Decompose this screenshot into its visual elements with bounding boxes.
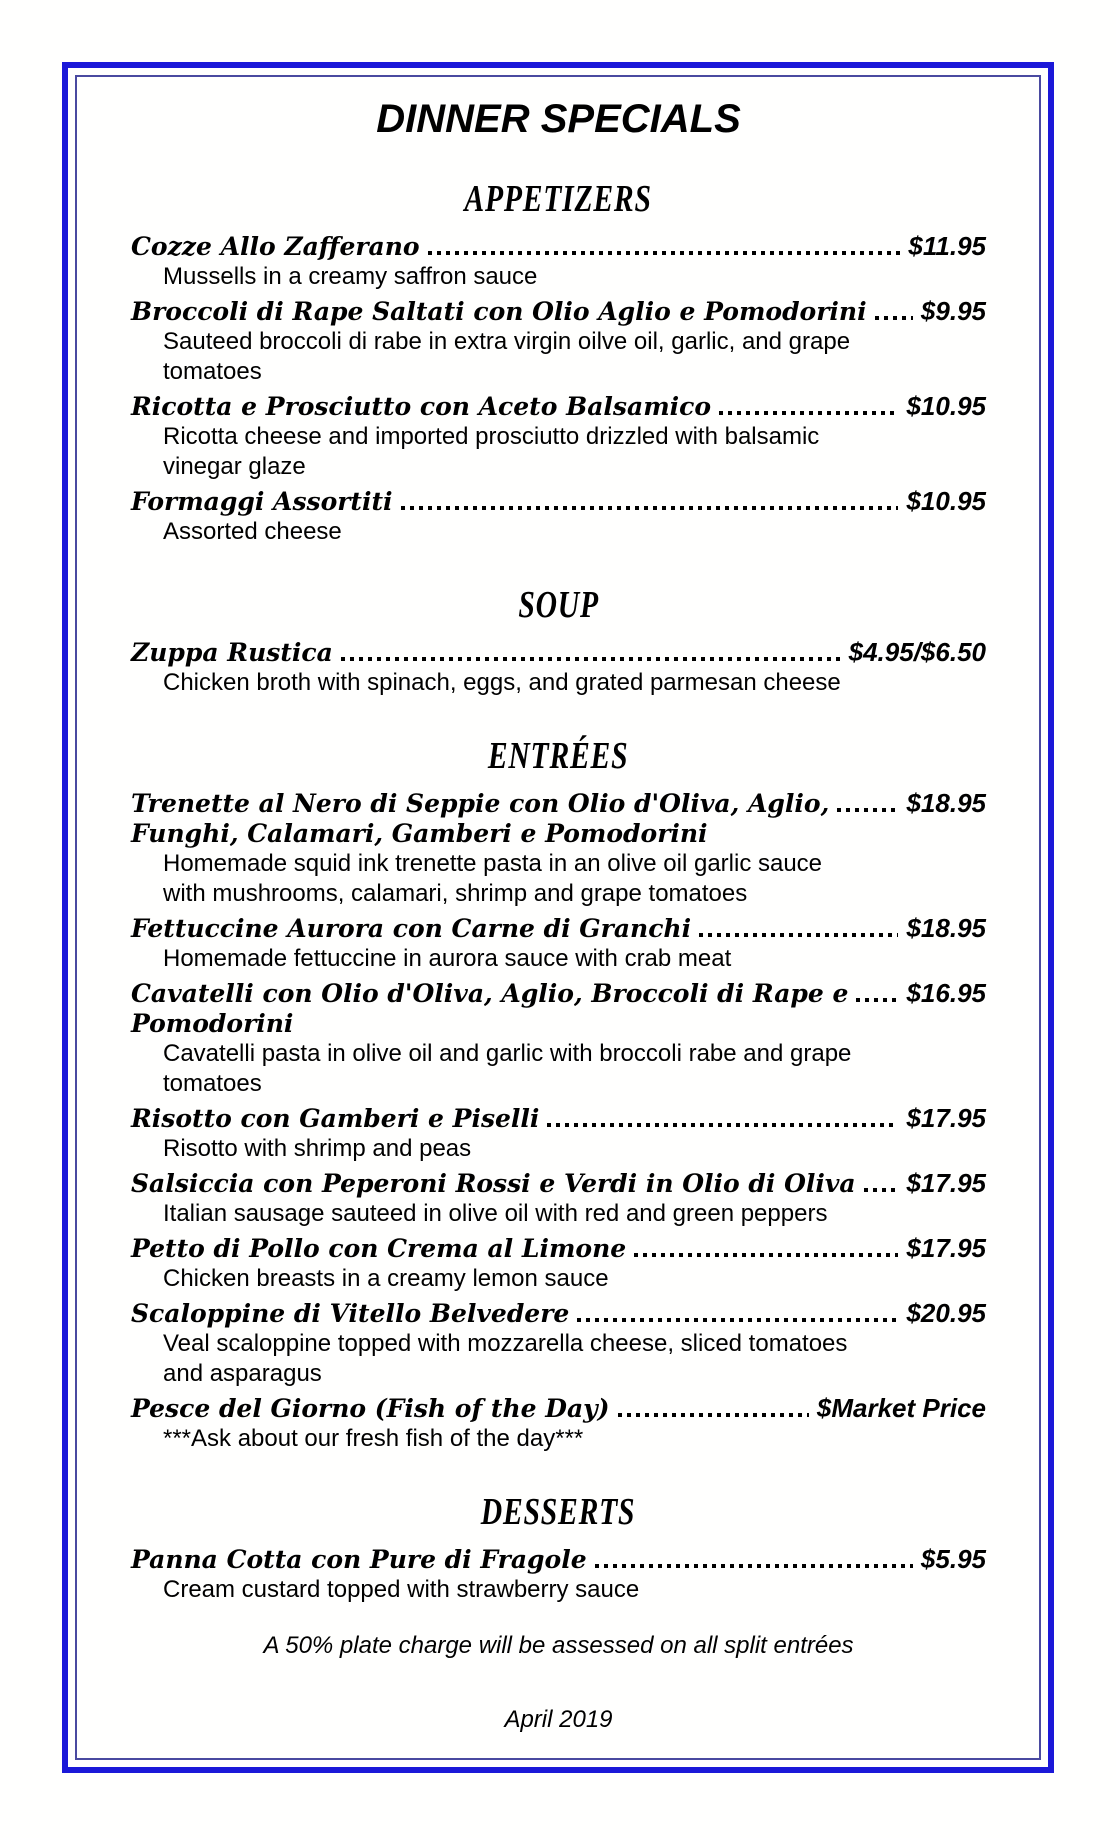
menu-date: April 2019 — [504, 1706, 613, 1733]
section-heading-label: DESSERTS — [481, 1491, 636, 1533]
item-price: $4.95/$6.50 — [848, 637, 986, 667]
section-heading-label: ENTRÉES — [488, 735, 629, 777]
dotted-leader — [837, 808, 898, 812]
dotted-leader — [341, 657, 841, 661]
item-price: $17.95 — [906, 1233, 986, 1263]
menu-item — [131, 637, 986, 698]
item-price: $9.95 — [920, 296, 986, 326]
item-description: Cavatelli pasta in olive oil and garlic with broccoli rabe and grape — [163, 1040, 852, 1067]
menu-item — [131, 1544, 986, 1605]
dotted-leader — [401, 506, 899, 510]
item-description: vinegar glaze — [163, 453, 306, 480]
menu-title: DINNER SPECIALS — [376, 97, 741, 141]
item-name: Ricotta e Prosciutto con Aceto Balsamico — [131, 392, 712, 421]
item-name: Trenette al Nero di Seppie con Olio d'Oliva, Aglio, — [131, 789, 830, 818]
item-description: Mussells in a creamy saffron sauce — [163, 263, 538, 290]
item-name: Broccoli di Rape Saltati con Olio Aglio e Pomodorini — [131, 297, 867, 326]
plate-charge-note: A 50% plate charge will be assessed on all split entrées — [263, 1632, 854, 1659]
section-heading-soup — [131, 583, 986, 627]
menu-item — [131, 1393, 986, 1454]
item-name: Salsiccia con Peperoni Rossi e Verdi in Olio di Oliva — [131, 1169, 856, 1198]
item-name: Pesce del Giorno (Fish of the Day) — [131, 1394, 610, 1423]
item-price: $20.95 — [906, 1298, 986, 1328]
item-price: $5.95 — [920, 1544, 986, 1574]
item-description: Ricotta cheese and imported prosciutto drizzled with balsamic — [163, 423, 820, 450]
item-description: with mushrooms, calamari, shrimp and grape tomatoes — [163, 880, 748, 907]
item-name-continued: Funghi, Calamari, Gamberi e Pomodorini — [131, 819, 708, 848]
item-price: $11.95 — [908, 231, 986, 261]
item-description: ***Ask about our fresh fish of the day*** — [163, 1425, 584, 1452]
dotted-leader — [595, 1564, 913, 1568]
item-description: Chicken breasts in a creamy lemon sauce — [163, 1265, 609, 1292]
dotted-leader — [699, 933, 898, 937]
item-name: Cozze Allo Zafferano — [131, 232, 420, 261]
item-name: Risotto con Gamberi e Piselli — [131, 1104, 540, 1133]
section-heading-entrees — [131, 734, 986, 778]
menu-item — [131, 978, 986, 1099]
item-price: $18.95 — [906, 913, 986, 943]
section-heading-desserts — [131, 1490, 986, 1534]
item-name: Formaggi Assortiti — [131, 487, 393, 516]
menu-item — [131, 1298, 986, 1389]
dotted-leader — [875, 316, 913, 320]
menu-item — [131, 788, 986, 909]
item-description: Risotto with shrimp and peas — [163, 1135, 472, 1162]
menu-item — [131, 231, 986, 292]
item-price: $10.95 — [906, 391, 986, 421]
section-heading-appetizers — [131, 177, 986, 221]
dotted-leader — [618, 1413, 809, 1417]
item-name-continued: Pomodorini — [131, 1009, 294, 1038]
item-description: Sauteed broccoli di rabe in extra virgin oilve oil, garlic, and grape — [163, 328, 851, 355]
dotted-leader — [856, 998, 898, 1002]
dotted-leader — [719, 411, 898, 415]
item-price: $18.95 — [906, 788, 986, 818]
item-description: tomatoes — [163, 358, 262, 385]
item-price: $Market Price — [816, 1393, 986, 1423]
section-heading-label: APPETIZERS — [464, 178, 653, 220]
item-name: Scaloppine di Vitello Belvedere — [131, 1299, 570, 1328]
section-heading-label: SOUP — [518, 584, 599, 626]
item-name: Fettuccine Aurora con Carne di Granchi — [131, 914, 692, 943]
menu-item — [131, 1233, 986, 1294]
item-description: and asparagus — [163, 1360, 322, 1387]
dotted-leader — [547, 1123, 898, 1127]
item-description: Italian sausage sauteed in olive oil with red and green peppers — [163, 1200, 828, 1227]
item-name: Zuppa Rustica — [131, 638, 333, 667]
item-description: Veal scaloppine topped with mozzarella cheese, sliced tomatoes — [163, 1330, 848, 1357]
dotted-leader — [577, 1318, 898, 1322]
menu-item — [131, 913, 986, 974]
inner-border-frame — [75, 75, 1041, 1760]
item-name: Petto di Pollo con Crema al Limone — [131, 1234, 627, 1263]
dotted-leader — [428, 251, 901, 255]
item-description: Assorted cheese — [163, 518, 342, 545]
item-price: $16.95 — [906, 978, 986, 1008]
menu-item — [131, 486, 986, 547]
item-name: Panna Cotta con Pure di Fragole — [131, 1545, 587, 1574]
item-price: $17.95 — [906, 1168, 986, 1198]
item-description: Chicken broth with spinach, eggs, and grated parmesan cheese — [163, 669, 841, 696]
item-description: Homemade squid ink trenette pasta in an olive oil garlic sauce — [163, 850, 823, 877]
item-description: tomatoes — [163, 1070, 262, 1097]
item-name: Cavatelli con Olio d'Oliva, Aglio, Broccoli di Rape e — [131, 979, 849, 1008]
item-price: $10.95 — [906, 486, 986, 516]
dotted-leader — [634, 1253, 898, 1257]
dotted-leader — [864, 1188, 899, 1192]
item-price: $17.95 — [906, 1103, 986, 1133]
item-description: Homemade fettuccine in aurora sauce with crab meat — [163, 945, 732, 972]
menu-item — [131, 296, 986, 387]
menu-item — [131, 1168, 986, 1229]
outer-border-frame — [62, 62, 1054, 1773]
item-description: Cream custard topped with strawberry sauce — [163, 1576, 640, 1603]
menu-item — [131, 1103, 986, 1164]
menu-item — [131, 391, 986, 482]
